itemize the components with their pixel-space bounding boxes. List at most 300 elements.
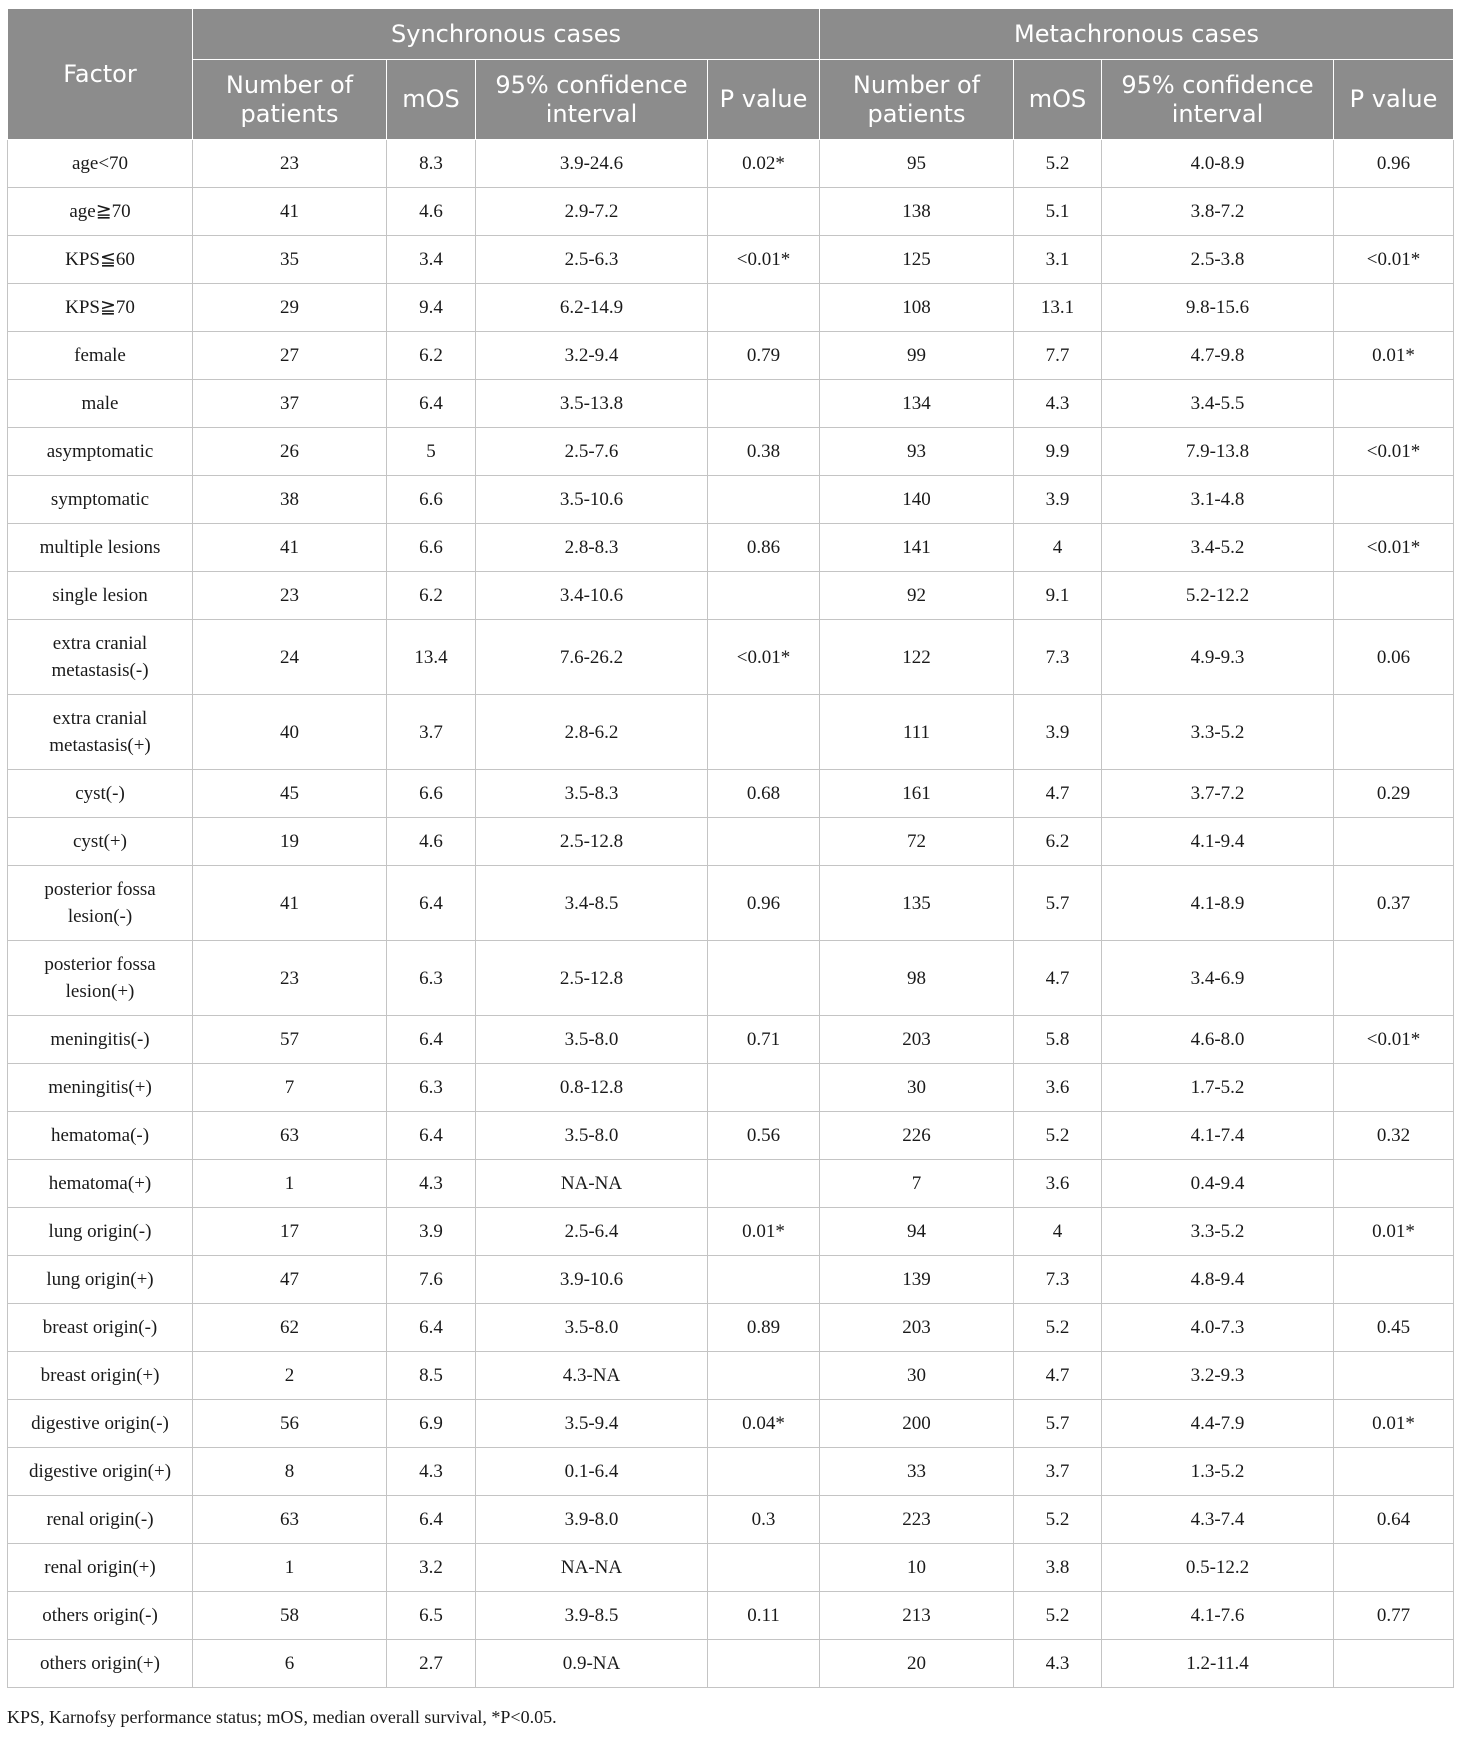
- table-row: [8, 620, 1454, 695]
- cell-meta-p: <0.01*: [1334, 236, 1454, 284]
- cell-sync-p: [708, 941, 820, 1016]
- cell-meta-mos: 5.7: [1014, 866, 1102, 941]
- cell-meta-mos: 5.2: [1014, 1112, 1102, 1160]
- header-sync-ci: 95% confidence interval: [476, 60, 708, 140]
- cell-sync-p: 0.89: [708, 1304, 820, 1352]
- cell-sync-number: 23: [193, 572, 387, 620]
- cell-sync-number: 63: [193, 1112, 387, 1160]
- cell-sync-mos: 4.6: [387, 818, 476, 866]
- cell-meta-mos: 3.6: [1014, 1160, 1102, 1208]
- header-meta-mos: mOS: [1014, 60, 1102, 140]
- cell-meta-number: 122: [820, 620, 1014, 695]
- cell-meta-number: 213: [820, 1592, 1014, 1640]
- cell-meta-mos: 5.1: [1014, 188, 1102, 236]
- cell-factor: KPS≧70: [8, 284, 193, 332]
- cell-meta-mos: 4.3: [1014, 1640, 1102, 1688]
- cell-sync-mos: 3.9: [387, 1208, 476, 1256]
- cell-factor: cyst(+): [8, 818, 193, 866]
- cell-meta-p: 0.01*: [1334, 1400, 1454, 1448]
- cell-sync-mos: 7.6: [387, 1256, 476, 1304]
- cell-sync-mos: 6.4: [387, 1496, 476, 1544]
- cell-meta-ci: 3.3-5.2: [1102, 1208, 1334, 1256]
- cell-sync-p: [708, 476, 820, 524]
- cell-factor: renal origin(-): [8, 1496, 193, 1544]
- cell-meta-p: 0.06: [1334, 620, 1454, 695]
- table-row: [8, 1352, 1454, 1400]
- table-row: [8, 1592, 1454, 1640]
- cell-factor: female: [8, 332, 193, 380]
- table-row: [8, 866, 1454, 941]
- cell-meta-number: 92: [820, 572, 1014, 620]
- cell-meta-number: 125: [820, 236, 1014, 284]
- table-row: [8, 236, 1454, 284]
- table-row: [8, 332, 1454, 380]
- header-meta-ci: 95% confidence interval: [1102, 60, 1334, 140]
- cell-meta-number: 95: [820, 140, 1014, 188]
- cell-sync-ci: NA-NA: [476, 1544, 708, 1592]
- cell-sync-mos: 8.5: [387, 1352, 476, 1400]
- header-sync-number: Number of patients: [193, 60, 387, 140]
- cell-meta-p: 0.32: [1334, 1112, 1454, 1160]
- cell-factor: posterior fossa lesion(+): [8, 941, 193, 1016]
- cell-sync-ci: 2.8-8.3: [476, 524, 708, 572]
- cell-sync-number: 40: [193, 695, 387, 770]
- cell-sync-p: [708, 572, 820, 620]
- cell-meta-ci: 3.2-9.3: [1102, 1352, 1334, 1400]
- table-row: [8, 1496, 1454, 1544]
- cell-meta-number: 223: [820, 1496, 1014, 1544]
- cell-sync-p: 0.3: [708, 1496, 820, 1544]
- table-body: [8, 140, 1454, 1688]
- cell-sync-mos: 6.6: [387, 476, 476, 524]
- cell-sync-number: 58: [193, 1592, 387, 1640]
- cell-meta-p: 0.77: [1334, 1592, 1454, 1640]
- cell-sync-ci: 2.5-6.4: [476, 1208, 708, 1256]
- cell-sync-p: 0.04*: [708, 1400, 820, 1448]
- cell-sync-number: 1: [193, 1160, 387, 1208]
- cell-sync-number: 24: [193, 620, 387, 695]
- cell-meta-mos: 4.7: [1014, 941, 1102, 1016]
- cell-sync-number: 47: [193, 1256, 387, 1304]
- cell-sync-ci: 3.9-10.6: [476, 1256, 708, 1304]
- cell-meta-ci: 2.5-3.8: [1102, 236, 1334, 284]
- table-row: [8, 140, 1454, 188]
- table-row: [8, 1640, 1454, 1688]
- cell-sync-number: 37: [193, 380, 387, 428]
- table-row: [8, 1448, 1454, 1496]
- cell-meta-mos: 4.7: [1014, 770, 1102, 818]
- table-row: [8, 284, 1454, 332]
- cell-sync-number: 2: [193, 1352, 387, 1400]
- cell-sync-mos: 6.5: [387, 1592, 476, 1640]
- cell-sync-mos: 6.6: [387, 770, 476, 818]
- cell-sync-p: 0.68: [708, 770, 820, 818]
- cell-meta-number: 161: [820, 770, 1014, 818]
- cell-meta-number: 30: [820, 1352, 1014, 1400]
- footnote: KPS, Karnofsy performance status; mOS, median overall survival, *P<0.05.: [7, 1707, 557, 1727]
- table-row: [8, 524, 1454, 572]
- cell-meta-ci: 3.4-6.9: [1102, 941, 1334, 1016]
- cell-sync-number: 57: [193, 1016, 387, 1064]
- cell-sync-mos: 6.9: [387, 1400, 476, 1448]
- cell-sync-number: 62: [193, 1304, 387, 1352]
- cell-meta-p: [1334, 1352, 1454, 1400]
- cell-sync-ci: 7.6-26.2: [476, 620, 708, 695]
- header-sync-mos: mOS: [387, 60, 476, 140]
- survival-table: [7, 8, 1454, 1688]
- cell-meta-number: 99: [820, 332, 1014, 380]
- cell-meta-p: [1334, 1448, 1454, 1496]
- cell-sync-p: [708, 1256, 820, 1304]
- cell-meta-number: 98: [820, 941, 1014, 1016]
- cell-meta-ci: 3.3-5.2: [1102, 695, 1334, 770]
- table-row: [8, 695, 1454, 770]
- cell-factor: hematoma(+): [8, 1160, 193, 1208]
- cell-factor: extra cranial metastasis(+): [8, 695, 193, 770]
- cell-sync-p: [708, 284, 820, 332]
- cell-meta-ci: 4.0-7.3: [1102, 1304, 1334, 1352]
- cell-meta-mos: 3.6: [1014, 1064, 1102, 1112]
- cell-meta-mos: 4.7: [1014, 1352, 1102, 1400]
- cell-sync-p: 0.01*: [708, 1208, 820, 1256]
- cell-meta-p: 0.01*: [1334, 1208, 1454, 1256]
- cell-meta-number: 33: [820, 1448, 1014, 1496]
- header-meta-p: P value: [1334, 60, 1454, 140]
- cell-meta-number: 20: [820, 1640, 1014, 1688]
- cell-meta-number: 10: [820, 1544, 1014, 1592]
- cell-sync-mos: 4.3: [387, 1160, 476, 1208]
- cell-factor: KPS≦60: [8, 236, 193, 284]
- cell-meta-ci: 4.1-7.4: [1102, 1112, 1334, 1160]
- cell-sync-number: 17: [193, 1208, 387, 1256]
- cell-sync-mos: 6.2: [387, 332, 476, 380]
- cell-meta-ci: 4.0-8.9: [1102, 140, 1334, 188]
- header-sync-p: P value: [708, 60, 820, 140]
- cell-sync-number: 8: [193, 1448, 387, 1496]
- cell-sync-p: [708, 1064, 820, 1112]
- cell-meta-ci: 1.2-11.4: [1102, 1640, 1334, 1688]
- cell-meta-ci: 4.3-7.4: [1102, 1496, 1334, 1544]
- table-row: [8, 1016, 1454, 1064]
- cell-meta-ci: 4.1-9.4: [1102, 818, 1334, 866]
- table-row: [8, 476, 1454, 524]
- cell-meta-number: 138: [820, 188, 1014, 236]
- cell-meta-mos: 5.2: [1014, 140, 1102, 188]
- table-row: [8, 1256, 1454, 1304]
- cell-sync-ci: 3.9-24.6: [476, 140, 708, 188]
- cell-sync-mos: 6.6: [387, 524, 476, 572]
- cell-factor: multiple lesions: [8, 524, 193, 572]
- cell-meta-ci: 4.7-9.8: [1102, 332, 1334, 380]
- cell-factor: extra cranial metastasis(-): [8, 620, 193, 695]
- cell-meta-number: 111: [820, 695, 1014, 770]
- cell-meta-ci: 4.8-9.4: [1102, 1256, 1334, 1304]
- table-row: [8, 818, 1454, 866]
- cell-factor: digestive origin(-): [8, 1400, 193, 1448]
- cell-factor: meningitis(-): [8, 1016, 193, 1064]
- cell-factor: single lesion: [8, 572, 193, 620]
- cell-sync-number: 7: [193, 1064, 387, 1112]
- cell-sync-number: 56: [193, 1400, 387, 1448]
- table-row: [8, 1112, 1454, 1160]
- cell-meta-number: 72: [820, 818, 1014, 866]
- cell-factor: lung origin(-): [8, 1208, 193, 1256]
- table-row: [8, 380, 1454, 428]
- cell-factor: cyst(-): [8, 770, 193, 818]
- cell-sync-mos: 6.4: [387, 1016, 476, 1064]
- cell-meta-number: 30: [820, 1064, 1014, 1112]
- cell-sync-number: 23: [193, 140, 387, 188]
- cell-sync-mos: 4.6: [387, 188, 476, 236]
- cell-meta-p: [1334, 188, 1454, 236]
- cell-sync-mos: 13.4: [387, 620, 476, 695]
- cell-sync-ci: 0.1-6.4: [476, 1448, 708, 1496]
- cell-sync-ci: 2.5-12.8: [476, 818, 708, 866]
- cell-meta-number: 203: [820, 1016, 1014, 1064]
- cell-meta-ci: 9.8-15.6: [1102, 284, 1334, 332]
- cell-sync-ci: 3.5-8.3: [476, 770, 708, 818]
- cell-sync-p: [708, 695, 820, 770]
- cell-sync-number: 27: [193, 332, 387, 380]
- cell-meta-ci: 3.8-7.2: [1102, 188, 1334, 236]
- cell-sync-ci: 3.2-9.4: [476, 332, 708, 380]
- cell-sync-p: [708, 1448, 820, 1496]
- cell-factor: others origin(-): [8, 1592, 193, 1640]
- header-factor: Factor: [8, 9, 193, 140]
- cell-sync-ci: 3.4-10.6: [476, 572, 708, 620]
- cell-meta-mos: 7.3: [1014, 620, 1102, 695]
- cell-sync-ci: 3.9-8.5: [476, 1592, 708, 1640]
- cell-factor: age<70: [8, 140, 193, 188]
- cell-factor: meningitis(+): [8, 1064, 193, 1112]
- cell-meta-p: [1334, 1256, 1454, 1304]
- cell-sync-mos: 6.4: [387, 380, 476, 428]
- cell-meta-p: [1334, 476, 1454, 524]
- cell-sync-p: 0.86: [708, 524, 820, 572]
- cell-meta-mos: 3.7: [1014, 1448, 1102, 1496]
- cell-meta-number: 134: [820, 380, 1014, 428]
- cell-sync-ci: 3.5-9.4: [476, 1400, 708, 1448]
- cell-sync-p: [708, 818, 820, 866]
- cell-sync-p: 0.79: [708, 332, 820, 380]
- table-row: [8, 1064, 1454, 1112]
- cell-sync-ci: 0.9-NA: [476, 1640, 708, 1688]
- cell-sync-mos: 6.3: [387, 1064, 476, 1112]
- table-row: [8, 1160, 1454, 1208]
- cell-sync-number: 45: [193, 770, 387, 818]
- cell-sync-number: 23: [193, 941, 387, 1016]
- cell-meta-mos: 5.2: [1014, 1304, 1102, 1352]
- cell-meta-p: [1334, 1064, 1454, 1112]
- table-row: [8, 941, 1454, 1016]
- cell-meta-p: <0.01*: [1334, 428, 1454, 476]
- cell-sync-ci: 3.5-13.8: [476, 380, 708, 428]
- cell-sync-mos: 8.3: [387, 140, 476, 188]
- table-row: [8, 188, 1454, 236]
- cell-meta-mos: 9.1: [1014, 572, 1102, 620]
- cell-sync-number: 29: [193, 284, 387, 332]
- cell-meta-ci: 4.6-8.0: [1102, 1016, 1334, 1064]
- cell-sync-ci: 3.5-8.0: [476, 1016, 708, 1064]
- cell-meta-p: 0.96: [1334, 140, 1454, 188]
- cell-meta-mos: 5.2: [1014, 1496, 1102, 1544]
- cell-meta-mos: 7.7: [1014, 332, 1102, 380]
- cell-sync-number: 38: [193, 476, 387, 524]
- cell-sync-p: <0.01*: [708, 620, 820, 695]
- cell-sync-mos: 4.3: [387, 1448, 476, 1496]
- cell-sync-p: 0.38: [708, 428, 820, 476]
- cell-meta-mos: 5.8: [1014, 1016, 1102, 1064]
- cell-meta-number: 139: [820, 1256, 1014, 1304]
- cell-meta-p: [1334, 1640, 1454, 1688]
- cell-sync-ci: NA-NA: [476, 1160, 708, 1208]
- cell-meta-p: 0.64: [1334, 1496, 1454, 1544]
- cell-meta-p: 0.45: [1334, 1304, 1454, 1352]
- table-row: [8, 572, 1454, 620]
- cell-factor: breast origin(+): [8, 1352, 193, 1400]
- cell-factor: symptomatic: [8, 476, 193, 524]
- table-row: [8, 1208, 1454, 1256]
- cell-sync-number: 41: [193, 524, 387, 572]
- cell-sync-ci: 2.5-12.8: [476, 941, 708, 1016]
- cell-meta-ci: 4.1-8.9: [1102, 866, 1334, 941]
- cell-sync-ci: 3.5-8.0: [476, 1112, 708, 1160]
- cell-meta-p: 0.29: [1334, 770, 1454, 818]
- cell-factor: hematoma(-): [8, 1112, 193, 1160]
- cell-sync-mos: 9.4: [387, 284, 476, 332]
- cell-sync-p: 0.96: [708, 866, 820, 941]
- cell-factor: lung origin(+): [8, 1256, 193, 1304]
- cell-meta-number: 203: [820, 1304, 1014, 1352]
- cell-sync-ci: 3.5-8.0: [476, 1304, 708, 1352]
- cell-factor: age≧70: [8, 188, 193, 236]
- cell-meta-p: [1334, 380, 1454, 428]
- cell-sync-mos: 2.7: [387, 1640, 476, 1688]
- cell-sync-p: [708, 188, 820, 236]
- table-row: [8, 770, 1454, 818]
- cell-factor: renal origin(+): [8, 1544, 193, 1592]
- cell-meta-ci: 3.7-7.2: [1102, 770, 1334, 818]
- cell-sync-mos: 3.4: [387, 236, 476, 284]
- cell-meta-mos: 4.3: [1014, 380, 1102, 428]
- cell-sync-p: 0.71: [708, 1016, 820, 1064]
- cell-meta-ci: 3.4-5.5: [1102, 380, 1334, 428]
- cell-meta-number: 135: [820, 866, 1014, 941]
- cell-meta-p: [1334, 1160, 1454, 1208]
- cell-meta-mos: 6.2: [1014, 818, 1102, 866]
- cell-sync-mos: 6.3: [387, 941, 476, 1016]
- cell-sync-number: 1: [193, 1544, 387, 1592]
- cell-sync-ci: 2.9-7.2: [476, 188, 708, 236]
- cell-sync-p: 0.02*: [708, 140, 820, 188]
- cell-meta-mos: 3.9: [1014, 695, 1102, 770]
- cell-sync-ci: 2.5-7.6: [476, 428, 708, 476]
- cell-sync-ci: 3.9-8.0: [476, 1496, 708, 1544]
- cell-factor: breast origin(-): [8, 1304, 193, 1352]
- cell-meta-p: <0.01*: [1334, 524, 1454, 572]
- cell-sync-number: 26: [193, 428, 387, 476]
- cell-sync-p: [708, 1544, 820, 1592]
- cell-meta-mos: 9.9: [1014, 428, 1102, 476]
- cell-sync-number: 41: [193, 188, 387, 236]
- cell-meta-number: 140: [820, 476, 1014, 524]
- cell-meta-ci: 4.1-7.6: [1102, 1592, 1334, 1640]
- cell-meta-p: [1334, 284, 1454, 332]
- cell-sync-number: 19: [193, 818, 387, 866]
- cell-sync-number: 63: [193, 1496, 387, 1544]
- table-container: [7, 8, 1453, 1688]
- cell-meta-mos: 5.2: [1014, 1592, 1102, 1640]
- cell-sync-p: [708, 1160, 820, 1208]
- cell-sync-p: [708, 1352, 820, 1400]
- cell-sync-mos: 6.4: [387, 1112, 476, 1160]
- cell-meta-p: <0.01*: [1334, 1016, 1454, 1064]
- table-row: [8, 1304, 1454, 1352]
- cell-sync-ci: 3.4-8.5: [476, 866, 708, 941]
- cell-meta-number: 93: [820, 428, 1014, 476]
- cell-factor: digestive origin(+): [8, 1448, 193, 1496]
- cell-factor: male: [8, 380, 193, 428]
- cell-meta-mos: 13.1: [1014, 284, 1102, 332]
- cell-meta-number: 141: [820, 524, 1014, 572]
- cell-sync-p: 0.56: [708, 1112, 820, 1160]
- cell-meta-ci: 0.5-12.2: [1102, 1544, 1334, 1592]
- cell-meta-mos: 4: [1014, 524, 1102, 572]
- cell-meta-mos: 5.7: [1014, 1400, 1102, 1448]
- cell-meta-number: 200: [820, 1400, 1014, 1448]
- cell-meta-p: [1334, 941, 1454, 1016]
- cell-meta-ci: 3.1-4.8: [1102, 476, 1334, 524]
- cell-factor: others origin(+): [8, 1640, 193, 1688]
- cell-meta-mos: 3.1: [1014, 236, 1102, 284]
- cell-meta-number: 94: [820, 1208, 1014, 1256]
- cell-sync-mos: 6.4: [387, 1304, 476, 1352]
- cell-sync-mos: 3.7: [387, 695, 476, 770]
- table-row: [8, 1400, 1454, 1448]
- header-synchronous: Synchronous cases: [193, 9, 820, 60]
- cell-meta-p: [1334, 818, 1454, 866]
- cell-meta-mos: 3.9: [1014, 476, 1102, 524]
- cell-sync-number: 41: [193, 866, 387, 941]
- cell-meta-p: [1334, 572, 1454, 620]
- table-header: [8, 9, 1454, 140]
- cell-meta-p: [1334, 695, 1454, 770]
- cell-meta-ci: 1.7-5.2: [1102, 1064, 1334, 1112]
- table-row: [8, 1544, 1454, 1592]
- table-row: [8, 428, 1454, 476]
- cell-sync-mos: 6.4: [387, 866, 476, 941]
- cell-sync-p: <0.01*: [708, 236, 820, 284]
- cell-sync-p: [708, 1640, 820, 1688]
- cell-sync-mos: 6.2: [387, 572, 476, 620]
- cell-meta-number: 108: [820, 284, 1014, 332]
- header-meta-number: Number of patients: [820, 60, 1014, 140]
- cell-sync-ci: 2.5-6.3: [476, 236, 708, 284]
- cell-sync-ci: 6.2-14.9: [476, 284, 708, 332]
- cell-sync-ci: 4.3-NA: [476, 1352, 708, 1400]
- cell-sync-number: 35: [193, 236, 387, 284]
- cell-meta-mos: 7.3: [1014, 1256, 1102, 1304]
- cell-sync-p: [708, 380, 820, 428]
- cell-sync-number: 6: [193, 1640, 387, 1688]
- cell-meta-ci: 0.4-9.4: [1102, 1160, 1334, 1208]
- header-metachronous: Metachronous cases: [820, 9, 1454, 60]
- cell-meta-mos: 4: [1014, 1208, 1102, 1256]
- cell-meta-mos: 3.8: [1014, 1544, 1102, 1592]
- cell-sync-ci: 0.8-12.8: [476, 1064, 708, 1112]
- cell-meta-ci: 1.3-5.2: [1102, 1448, 1334, 1496]
- cell-meta-p: 0.01*: [1334, 332, 1454, 380]
